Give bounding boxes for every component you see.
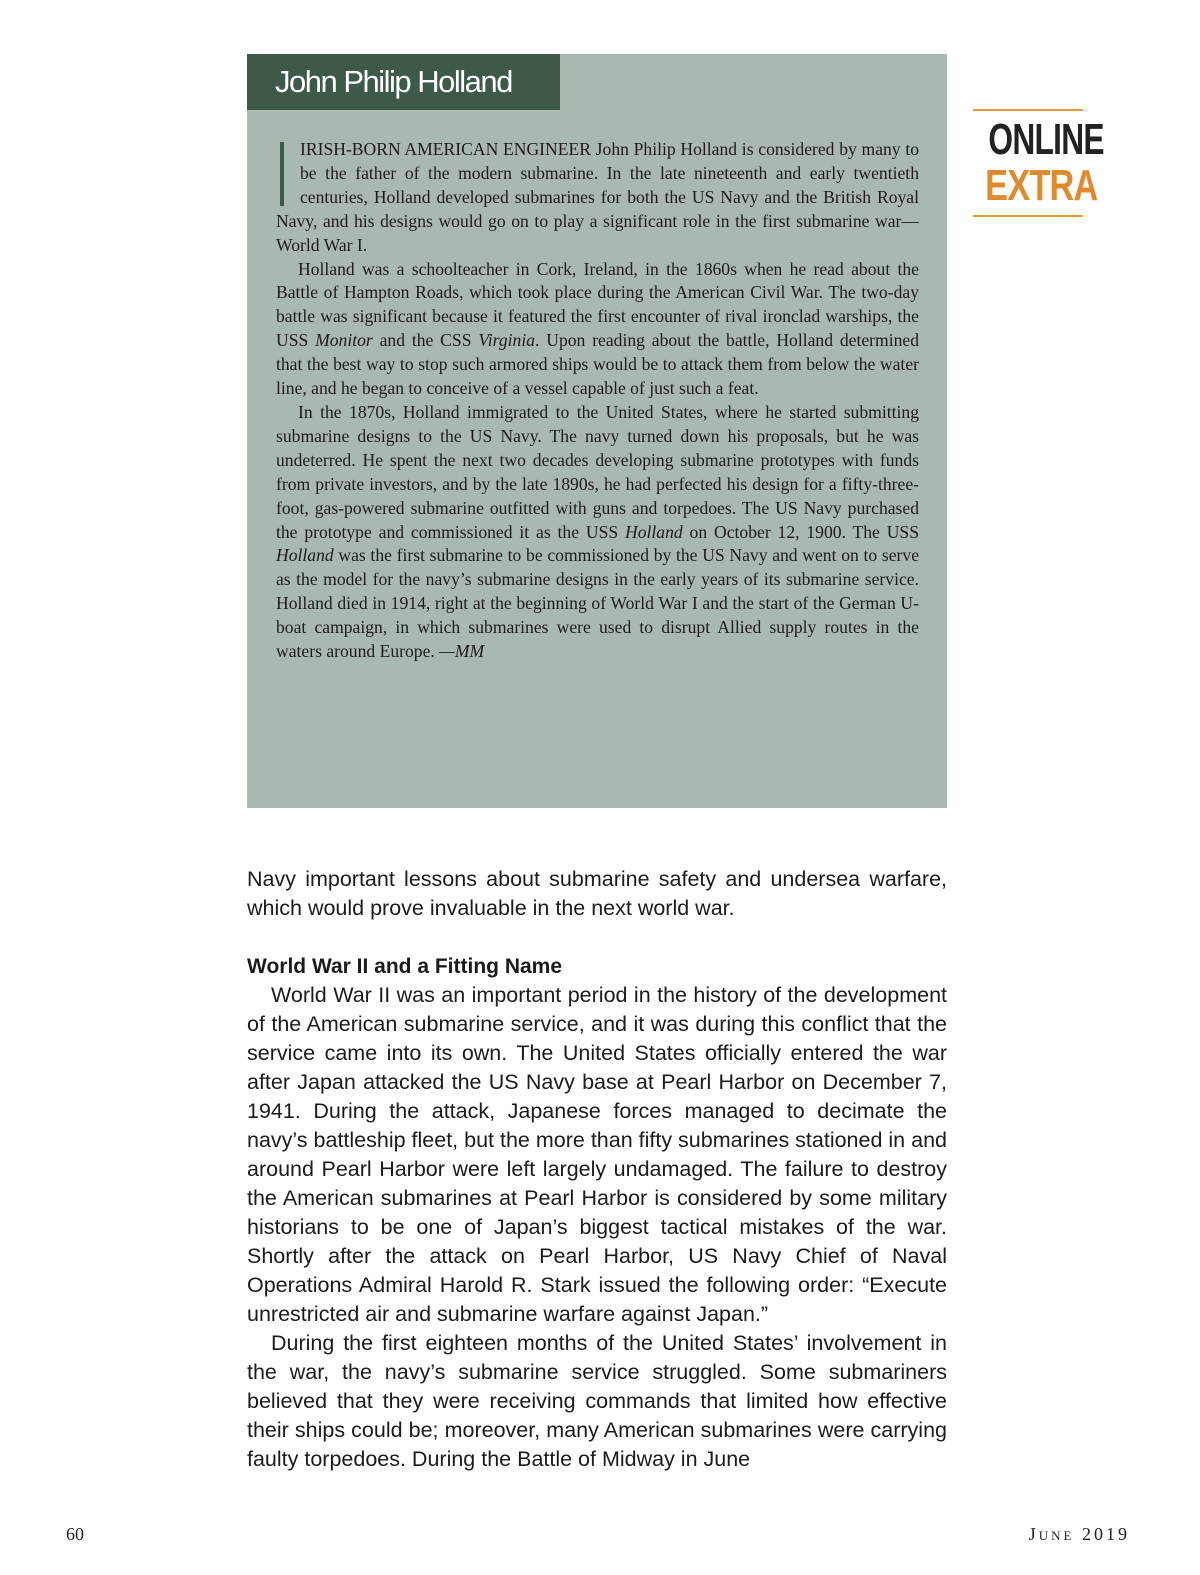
ship-name-monitor: Monitor — [315, 330, 373, 351]
main-article — [247, 865, 947, 1474]
online-extra-line1: ONLINE — [988, 115, 1104, 164]
sidebar-p2-text-a: Holland was a schoolteacher in Cork, Ireland, in the 1860s when he read about the Battle of Hampton Roads, which took place during the American Civil War. The two-day battle was significant because it featured the first encounter of rival ironclad warships, the USS — [276, 258, 919, 351]
sidebar-author-initials: —MM — [439, 641, 485, 662]
online-extra-badge — [973, 109, 1104, 217]
online-extra-line2: EXTRA — [985, 161, 1098, 210]
ship-name-holland-1: Holland — [625, 521, 683, 542]
sidebar-title: John Philip Holland — [247, 54, 560, 110]
sidebar-p1-text: John Philip Holland is considered by many to be the father of the modern submarine. In the late nineteenth and early twentieth centuries, Holland developed submarines for both the US Navy and the British Royal Navy, and his designs would go on to play a significant role in the first submarine war—World War I. — [276, 139, 919, 255]
sidebar-p3-text-c: was the first submarine to be commissioned by the US Navy and went on to serve as the model for the navy’s submarine designs in the early years of its submarine service. Holland died in 1914, right at the beginning of World War I and the start of the German U-boat campaign, in which submarines were used to disrupt Allied supply routes in the waters around Europe. — [276, 545, 919, 662]
sidebar-p2-text-b: and the CSS — [372, 330, 479, 351]
page-number: 60 — [66, 1524, 84, 1544]
article-paragraph-1: World War II was an important period in the history of the development of the American submarine service, and it was during this conflict that the service came into its own. The United States officially entered the war after Japan attacked the US Navy base at Pearl Harbor on December 7, 1941. During the attack, Japanese forces managed to decimate the navy’s battleship fleet, but the more than fifty submarines stationed in and around Pearl Harbor were left largely undamaged. The failure to destroy the American submarines at Pearl Harbor is considered by some military historians to be one of Japan’s biggest tactical mistakes of the war. Shortly after the attack on Pearl Harbor, US Navy Chief of Naval Operations Admiral Harold R. Stark issued the following order: “Execute unrestricted air and submarine warfare against Japan.” — [247, 983, 947, 1326]
article-paragraph-2: During the first eighteen months of the United States’ involvement in the war, the navy’s submarine service struggled. Some submariners believed that they were receiving commands that limited how effective their ships could be; moreover, many American submarines were carrying faulty torpedoes. During the Battle of Midway in June — [247, 1331, 947, 1471]
article-paragraph-continued: Navy important lessons about submarine safety and undersea warfare, which would prove invaluable in the next world war. — [247, 867, 947, 920]
sidebar-lead-caps: IRISH-BORN AMERICAN ENGINEER — [300, 139, 591, 159]
sidebar-p2-text-c: . Upon reading about the battle, Holland determined that the best way to stop such armored ships would be to attack them from below the water line, and he began to conceive of a vessel capable of just such a feat. — [276, 330, 919, 399]
issue-date: June 2019 — [1028, 1524, 1130, 1544]
drop-cap-bar — [280, 142, 284, 206]
sidebar-p3-text-a: In the 1870s, Holland immigrated to the United States, where he started submitting submarine designs to the US Navy. The navy turned down his proposals, but he was undeterred. He spent the next two decades developing submarine prototypes with funds from private investors, and by the late 1890s, he had perfected his design for a fifty-three-foot, gas-powered submarine outfitted with guns and torpedoes. The US Navy purchased the prototype and commissioned it as the USS — [276, 401, 919, 542]
sidebar-body — [276, 138, 919, 664]
ship-name-holland-2: Holland — [276, 545, 334, 566]
sidebar-p3-text-b: on October 12, 1900. The USS — [682, 521, 919, 542]
sidebar-paragraph-1 — [276, 138, 919, 258]
sidebar-paragraph-2 — [276, 258, 919, 401]
sidebar-paragraph-3 — [276, 401, 919, 664]
section-heading: World War II and a Fitting Name — [247, 955, 563, 978]
ship-name-virginia: Virginia — [478, 330, 536, 351]
sidebar-box — [247, 54, 947, 808]
